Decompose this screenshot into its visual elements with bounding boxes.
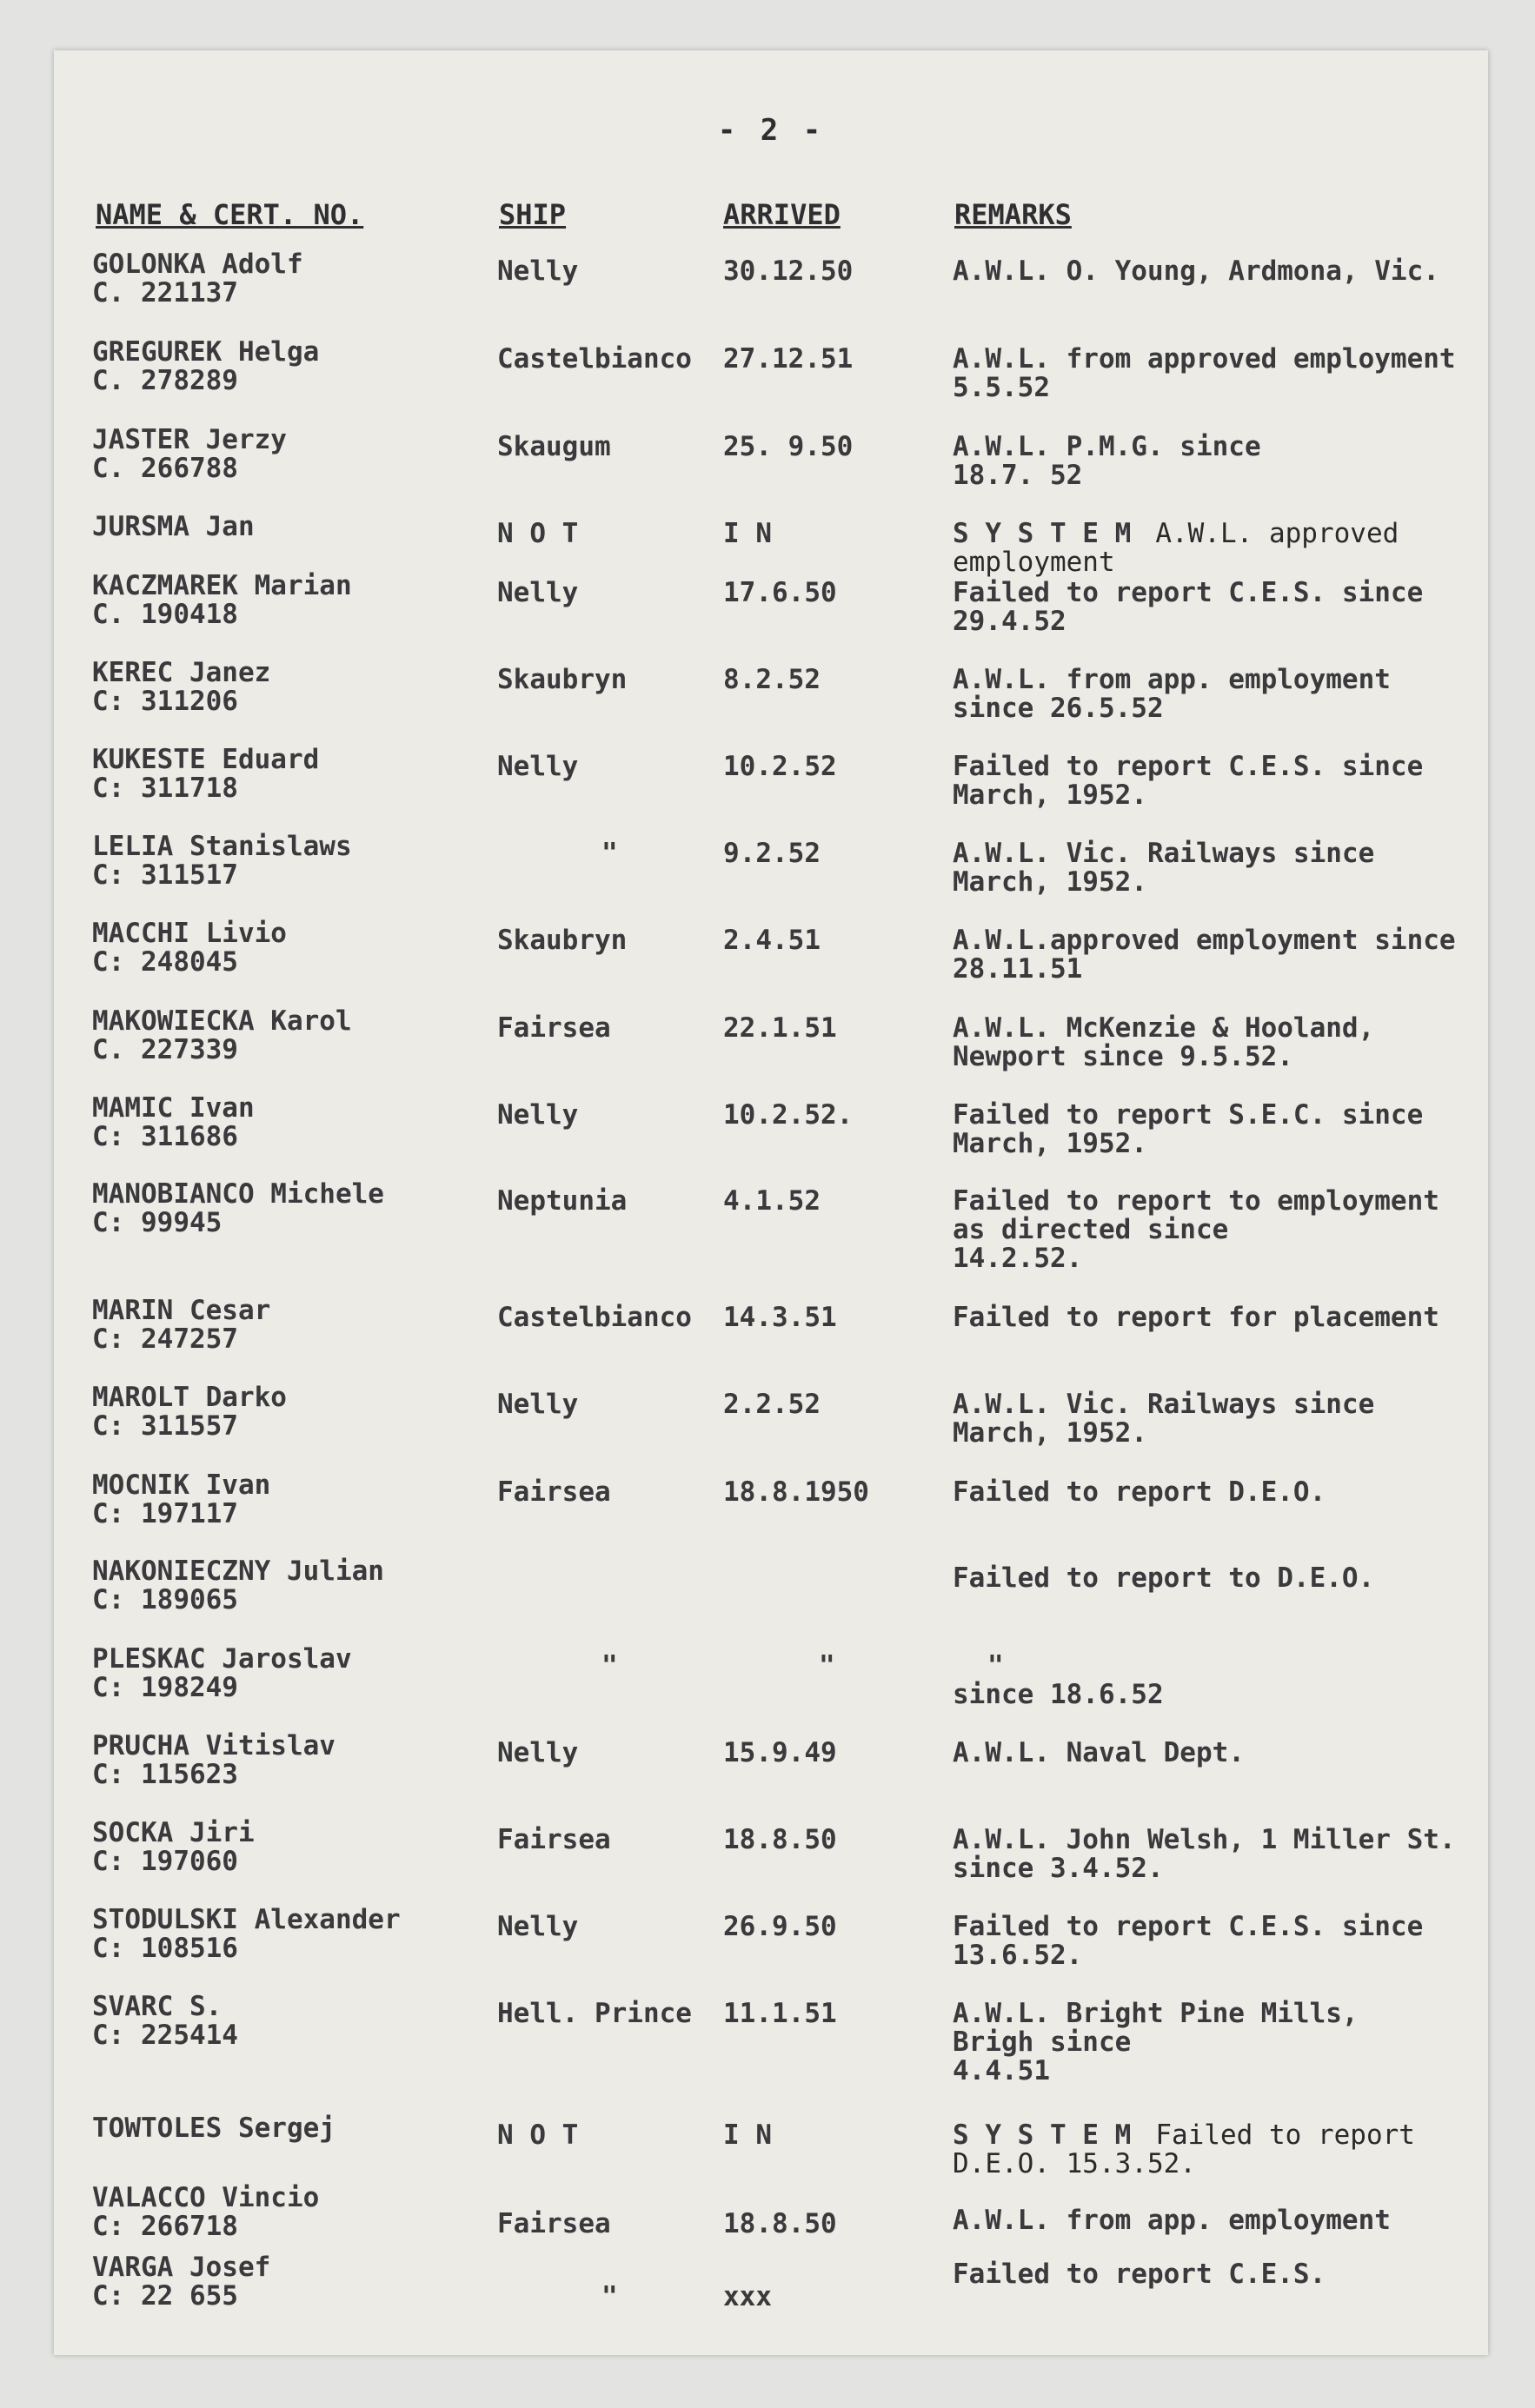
remarks-line: A.W.L. Vic. Railways since: [953, 838, 1375, 869]
remarks-line: A.W.L. from app. employment: [953, 2205, 1391, 2236]
header-name: NAME & CERT. NO.: [96, 198, 364, 231]
certificate-number: C: 311718: [92, 773, 238, 804]
remarks: [953, 753, 1488, 810]
arrival-date: 15.9.49: [723, 1737, 837, 1768]
remarks-line: 13.6.52.: [953, 1940, 1083, 1971]
remarks: [953, 579, 1488, 636]
remarks: [953, 666, 1488, 723]
remarks-line: 4.4.51: [953, 2055, 1050, 2086]
ship-name: Skaubryn: [497, 664, 628, 695]
remarks: [953, 1564, 1488, 1593]
remarks-line: S Y S T E M Failed to report: [953, 2119, 1415, 2151]
arrival-date: 22.1.51: [723, 1012, 837, 1044]
remarks-line: A.W.L. from approved employment: [953, 343, 1456, 375]
person-name: MAROLT Darko: [92, 1382, 287, 1413]
remarks: [953, 1187, 1488, 1273]
table-row: [54, 1557, 1488, 1642]
person-name: JASTER Jerzy: [92, 424, 287, 455]
table-row: [54, 1732, 1488, 1817]
remarks: [953, 345, 1488, 402]
record-name: [92, 1993, 501, 2050]
person-name: STODULSKI Alexander: [92, 1904, 401, 1935]
remarks-line: Brigh since: [953, 2027, 1132, 2058]
person-name: TOWTOLES Sergej: [92, 2113, 336, 2144]
remarks-line: 18.7. 52: [953, 460, 1083, 491]
remarks-line: A.W.L. Bright Pine Mills,: [953, 1998, 1359, 2029]
record-name: [92, 1471, 501, 1529]
header-arrived: ARRIVED: [723, 198, 841, 231]
record-name: [92, 833, 501, 890]
certificate-number: C: 115623: [92, 1759, 238, 1790]
remarks-line: A.W.L. Vic. Railways since: [953, 1389, 1375, 1420]
person-name: JURSMA Jan: [92, 511, 255, 542]
arrival-date: 30.12.50: [723, 255, 854, 287]
table-row: [54, 1178, 1488, 1274]
remarks: [953, 1913, 1488, 1970]
record-name: [92, 1732, 501, 1789]
person-name: MARIN Cesar: [92, 1295, 271, 1326]
table-row: [54, 572, 1488, 657]
ship-name: Nelly: [497, 751, 579, 782]
arrival-date: 2.2.52: [723, 1389, 821, 1420]
ship-name: ": [601, 2281, 618, 2312]
remarks: [953, 257, 1488, 286]
table-row: [54, 1645, 1488, 1730]
arrival-date: 25. 9.50: [723, 431, 854, 462]
person-name: MOCNIK Ivan: [92, 1469, 271, 1501]
arrival-date: I N: [723, 2119, 772, 2151]
ship-name: N O T: [497, 518, 579, 549]
remarks-line: A.W.L. O. Young, Ardmona, Vic.: [953, 255, 1439, 287]
table-row: [54, 919, 1488, 1005]
record-name: [92, 1094, 501, 1151]
record-name: [92, 2114, 501, 2143]
ship-name: Nelly: [497, 1911, 579, 1942]
remarks-line: 28.11.51: [953, 953, 1083, 985]
certificate-number: C: 247257: [92, 1323, 238, 1355]
arrival-date: 9.2.52: [723, 838, 821, 869]
remarks: [953, 839, 1488, 897]
table-row: [54, 1819, 1488, 1904]
remarks-line: March, 1952.: [953, 779, 1147, 811]
remarks-line: Failed to report C.E.S. since: [953, 577, 1424, 608]
ship-name: ": [601, 838, 618, 869]
ship-name: Fairsea: [497, 2208, 611, 2239]
remarks: [953, 926, 1488, 984]
person-name: GOLONKA Adolf: [92, 249, 303, 280]
certificate-number: C: 99945: [92, 1207, 223, 1238]
remarks-line: Failed to report C.E.S. since: [953, 751, 1424, 782]
record-name: [92, 250, 501, 308]
person-name: VALACCO Vincio: [92, 2182, 320, 2213]
certificate-number: C: 198249: [92, 1672, 238, 1703]
arrival-date: 11.1.51: [723, 1998, 837, 2029]
table-row: [54, 338, 1488, 423]
record-name: [92, 338, 501, 395]
remarks: [953, 1826, 1488, 1883]
table-row: [54, 1906, 1488, 1991]
table-row: [54, 659, 1488, 744]
ship-name: Nelly: [497, 1389, 579, 1420]
ship-name: Fairsea: [497, 1824, 611, 1855]
record-name: [92, 1383, 501, 1441]
remarks-line: Failed to report to D.E.O.: [953, 1562, 1375, 1594]
remarks: [953, 1652, 1488, 1709]
arrival-date: 10.2.52.: [723, 1099, 854, 1131]
remarks: [953, 2121, 1488, 2179]
remarks-line: Failed to report for placement: [953, 1302, 1439, 1333]
ship-name: Hell. Prince: [497, 1998, 692, 2029]
remarks: [953, 1478, 1488, 1507]
person-name: MAKOWIECKA Karol: [92, 1005, 352, 1037]
record-name: [92, 919, 501, 977]
record-name: [92, 1906, 501, 1963]
certificate-number: C: 225414: [92, 2020, 238, 2051]
typed-note-continued: D.E.O. 15.3.52.: [953, 2148, 1196, 2179]
person-name: LELIA Stanislaws: [92, 831, 352, 862]
remarks-line: March, 1952.: [953, 1417, 1147, 1449]
person-name: KUKESTE Eduard: [92, 744, 320, 775]
arrival-date: 26.9.50: [723, 1911, 837, 1942]
certificate-number: C: 311206: [92, 686, 238, 717]
header-remarks: REMARKS: [954, 198, 1072, 231]
person-name: MANOBIANCO Michele: [92, 1178, 384, 1210]
ship-name: N O T: [497, 2119, 579, 2151]
arrival-date: 18.8.50: [723, 2208, 837, 2239]
record-name: [92, 746, 501, 803]
remarks: [953, 2206, 1488, 2235]
ship-name: Castelbianco: [497, 343, 692, 375]
ship-name: Nelly: [497, 255, 579, 287]
person-name: GREGUREK Helga: [92, 336, 320, 368]
remarks-line: ": [987, 1650, 1004, 1682]
certificate-number: C. 221137: [92, 277, 238, 308]
ship-name: ": [601, 1650, 618, 1682]
certificate-number: C. 227339: [92, 1034, 238, 1065]
record-name: [92, 572, 501, 629]
arrival-date: 2.4.51: [723, 925, 821, 956]
remarks-line: since 26.5.52: [953, 693, 1164, 724]
arrival-date: 8.2.52: [723, 664, 821, 695]
arrival-date: 4.1.52: [723, 1185, 821, 1217]
certificate-number: C: 311686: [92, 1121, 238, 1152]
certificate-number: C: 266718: [92, 2211, 238, 2242]
remarks-line: Failed to report C.E.S. since: [953, 1911, 1424, 1942]
person-name: VARGA Josef: [92, 2252, 271, 2283]
typed-note: Failed to report: [1155, 2119, 1415, 2151]
record-name: [92, 1645, 501, 1702]
record-name: [92, 513, 501, 541]
table-row: [54, 746, 1488, 831]
record-name: [92, 1007, 501, 1065]
typed-note: A.W.L. approved: [1155, 518, 1399, 549]
remarks-line: as directed since: [953, 1214, 1229, 1245]
remarks-line: S Y S T E M A.W.L. approved: [953, 518, 1399, 549]
arrival-date: 27.12.51: [723, 343, 854, 375]
remarks-line: 14.2.52.: [953, 1243, 1083, 1274]
header-ship: SHIP: [499, 198, 567, 231]
remarks-line: 29.4.52: [953, 606, 1067, 637]
remarks-line: March, 1952.: [953, 866, 1147, 898]
remarks-line: A.W.L. John Welsh, 1 Miller St.: [953, 1824, 1456, 1855]
person-name: NAKONIECZNY Julian: [92, 1556, 384, 1587]
ship-name: Fairsea: [497, 1012, 611, 1044]
table-row: [54, 250, 1488, 335]
certificate-number: C: 108516: [92, 1933, 238, 1964]
remarks: [953, 1390, 1488, 1448]
remarks: [953, 433, 1488, 490]
remarks-line: Failed to report S.E.C. since: [953, 1099, 1424, 1131]
arrival-date: 18.8.50: [723, 1824, 837, 1855]
table-row: [54, 1297, 1488, 1382]
person-name: MAMIC Ivan: [92, 1092, 255, 1124]
certificate-number: C. 278289: [92, 365, 238, 396]
remarks: [953, 1739, 1488, 1768]
remarks: [953, 1014, 1488, 1071]
record-name: [92, 2184, 501, 2241]
arrival-date: 14.3.51: [723, 1302, 837, 1333]
remarks-line: Failed to report to employment: [953, 1185, 1439, 1217]
ship-name: Nelly: [497, 1099, 579, 1131]
table-row: [54, 833, 1488, 918]
arrival-date: 10.2.52: [723, 751, 837, 782]
record-name: [92, 1819, 501, 1876]
remarks-line: A.W.L. Naval Dept.: [953, 1737, 1245, 1768]
remarks-line: 5.5.52: [953, 372, 1050, 403]
ship-name: Skaubryn: [497, 925, 628, 956]
table-row: [54, 1094, 1488, 1179]
certificate-number: C: 189065: [92, 1584, 238, 1615]
table-row: [54, 1471, 1488, 1556]
remarks: [953, 2000, 1488, 2086]
remarks-line: March, 1952.: [953, 1128, 1147, 1159]
record-name: [92, 659, 501, 716]
record-name: [92, 426, 501, 483]
remarks: [953, 2260, 1488, 2289]
ship-name: Fairsea: [497, 1476, 611, 1508]
person-name: PLESKAC Jaroslav: [92, 1643, 352, 1675]
certificate-number: C. 190418: [92, 599, 238, 630]
table-row: [54, 1007, 1488, 1092]
record-name: [92, 1180, 501, 1237]
ship-name: Neptunia: [497, 1185, 628, 1217]
ship-name: Nelly: [497, 1737, 579, 1768]
remarks-line: since 18.6.52: [953, 1679, 1164, 1710]
person-name: PRUCHA Vitislav: [92, 1730, 336, 1761]
remarks-line: Failed to report C.E.S.: [953, 2259, 1326, 2290]
remarks-line: Failed to report D.E.O.: [953, 1476, 1326, 1508]
remarks-line: A.W.L. from app. employment: [953, 664, 1391, 695]
remarks-line: since 3.4.52.: [953, 1853, 1164, 1884]
table-row: [54, 1991, 1488, 2086]
arrival-date: ": [819, 1650, 835, 1682]
person-name: KEREC Janez: [92, 657, 271, 688]
certificate-number: C: 197117: [92, 1498, 238, 1529]
remarks-line: A.W.L. McKenzie & Hooland,: [953, 1012, 1375, 1044]
typed-note-continued: employment: [953, 547, 1115, 578]
arrival-date: xxx: [723, 2281, 772, 2312]
person-name: SVARC S.: [92, 1991, 223, 2022]
ship-name: Nelly: [497, 577, 579, 608]
record-name: [92, 1557, 501, 1615]
certificate-number: C: 197060: [92, 1846, 238, 1877]
certificate-number: C: 248045: [92, 946, 238, 978]
page-number: - 2 -: [717, 113, 825, 148]
person-name: SOCKA Jiri: [92, 1817, 255, 1848]
table-row: [54, 1383, 1488, 1469]
arrival-date: I N: [723, 518, 772, 549]
arrival-date: 18.8.1950: [723, 1476, 869, 1508]
ship-name: Castelbianco: [497, 1302, 692, 1333]
remarks-line: A.W.L. P.M.G. since: [953, 431, 1261, 462]
remarks-line: Newport since 9.5.52.: [953, 1041, 1293, 1072]
certificate-number: C: 311557: [92, 1410, 238, 1442]
document-page: [54, 50, 1488, 2355]
certificate-number: C. 266788: [92, 453, 238, 484]
remarks: [953, 1101, 1488, 1158]
remarks: [953, 1304, 1488, 1332]
person-name: KACZMAREK Marian: [92, 570, 352, 601]
record-name: [92, 1297, 501, 1354]
remarks-line: A.W.L.approved employment since: [953, 925, 1456, 956]
table-row: [54, 426, 1488, 511]
table-row: [54, 2253, 1488, 2338]
record-name: [92, 2253, 501, 2311]
ship-name: Skaugum: [497, 431, 611, 462]
certificate-number: C: 22 655: [92, 2280, 238, 2312]
person-name: MACCHI Livio: [92, 918, 287, 949]
certificate-number: C: 311517: [92, 859, 238, 891]
arrival-date: 17.6.50: [723, 577, 837, 608]
remarks: [953, 520, 1488, 577]
